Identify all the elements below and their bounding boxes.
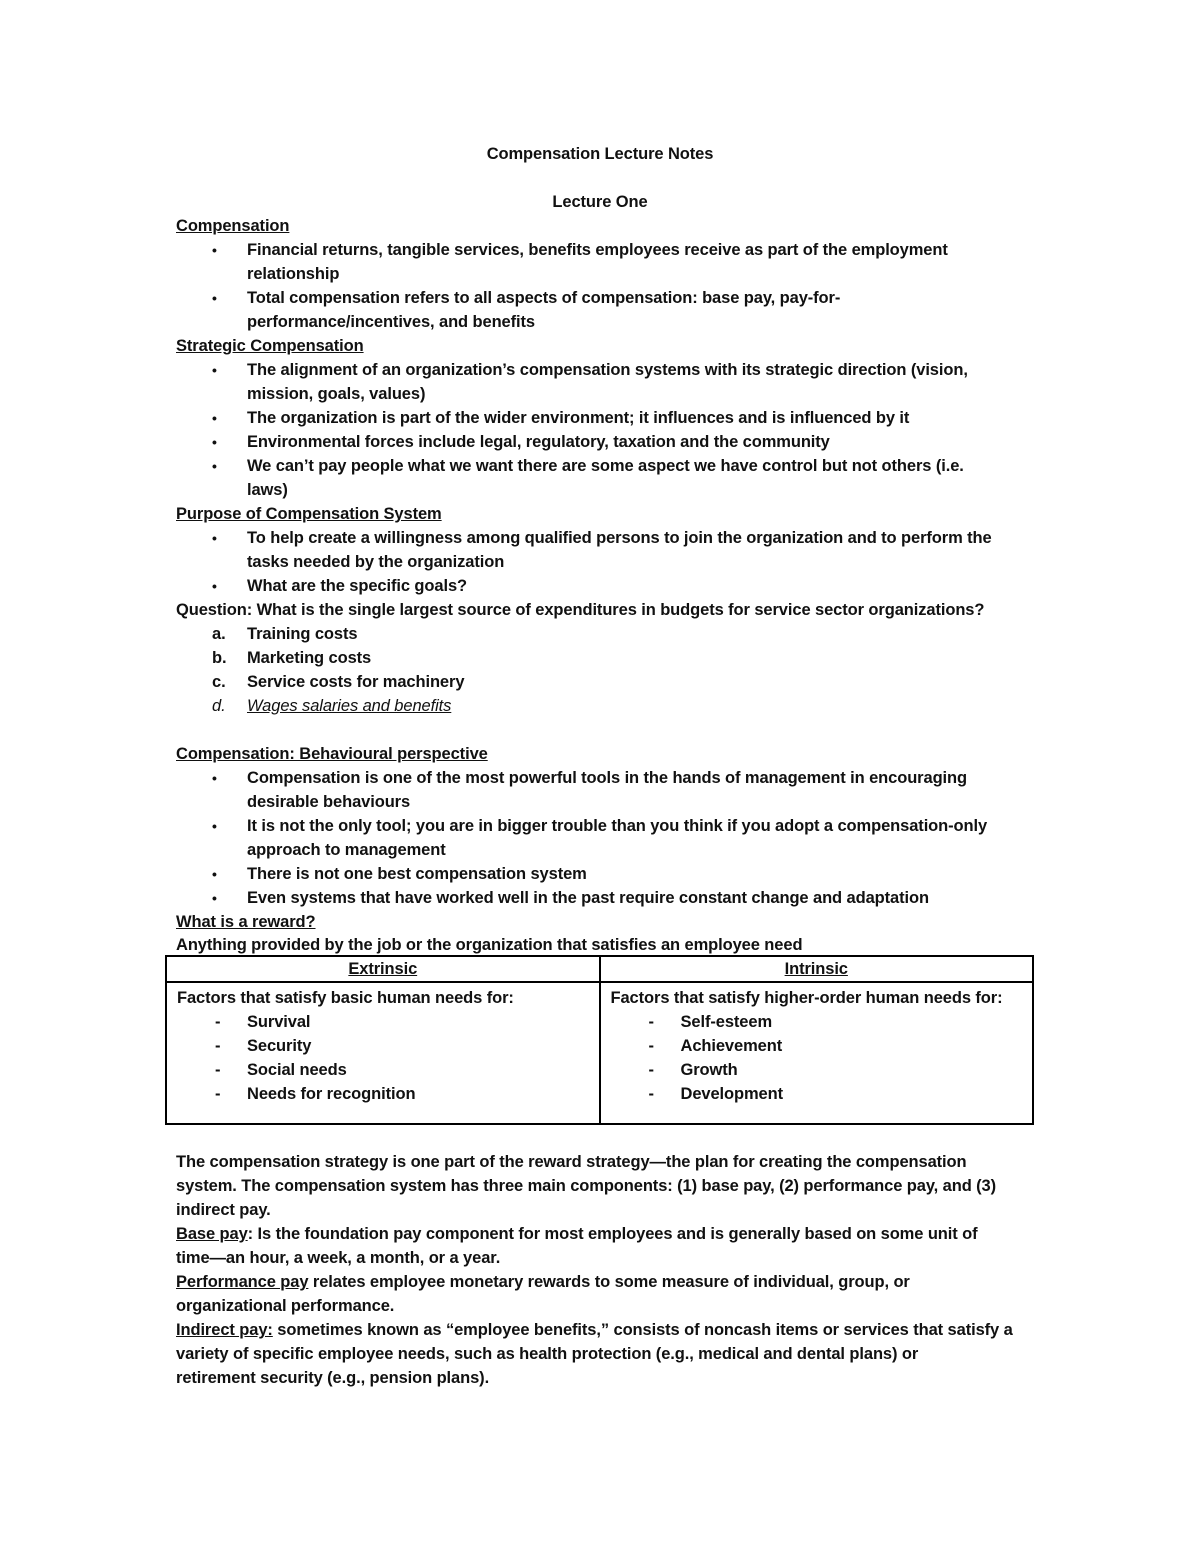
dash-marker: - (648, 1013, 654, 1031)
base-pay-definition (176, 1222, 978, 1246)
dash-marker: - (215, 1037, 221, 1055)
section-heading-strategic-compensation: Strategic Compensation (176, 337, 364, 355)
dash-marker: - (648, 1037, 654, 1055)
column-header-extrinsic: Extrinsic (166, 956, 600, 982)
list-item-label: Needs for recognition (247, 1085, 416, 1103)
list-item: It is not the only tool; you are in bigger trouble than you think if you adopt a compensation-only (247, 817, 988, 835)
strategy-paragraph-line: The compensation strategy is one part of the reward strategy—the plan for creating the compensation (176, 1153, 967, 1171)
list-item-label: Security (247, 1037, 312, 1055)
option-letter: a. (212, 625, 226, 643)
list-item: There is not one best compensation system (247, 865, 587, 883)
reward-table (165, 955, 1034, 1125)
bullet-icon: • (212, 890, 217, 906)
question-text: Question: What is the single largest source of expenditures in budgets for service sector organizations? (176, 601, 985, 619)
list-item: What are the specific goals? (247, 577, 468, 595)
list-item (611, 1058, 1023, 1082)
bullet-icon: • (212, 362, 217, 378)
answer-option: Training costs (247, 625, 358, 643)
list-item-continued: approach to management (247, 841, 446, 859)
indirect-pay-term: Indirect pay: (176, 1321, 273, 1339)
performance-pay-definition (176, 1270, 910, 1294)
section-heading-compensation: Compensation (176, 217, 290, 235)
list-item (177, 1010, 589, 1034)
answer-option: Service costs for machinery (247, 673, 465, 691)
list-item (611, 1010, 1023, 1034)
bullet-icon: • (212, 290, 217, 306)
bullet-icon: • (212, 530, 217, 546)
list-item-continued: desirable behaviours (247, 793, 411, 811)
option-letter: d. (212, 697, 226, 715)
section-heading-behavioural: Compensation: Behavioural perspective (176, 745, 488, 763)
list-item-label: Self-esteem (680, 1013, 773, 1031)
intrinsic-lead: Factors that satisfy higher-order human needs for: (610, 989, 1003, 1007)
list-item-continued: mission, goals, values) (247, 385, 426, 403)
dash-marker: - (648, 1085, 654, 1103)
list-item: We can’t pay people what we want there are some aspect we have control but not others (i.e. (247, 457, 964, 475)
list-item: The organization is part of the wider environment; it influences and is influenced by it (247, 409, 910, 427)
option-letter: c. (212, 673, 226, 691)
option-letter: b. (212, 649, 227, 667)
indirect-pay-text-continued: variety of specific employee needs, such as health protection (e.g., medical and dental plans) or (176, 1345, 919, 1363)
list-item: Total compensation refers to all aspects of compensation: base pay, pay-for- (247, 289, 841, 307)
list-item (611, 1034, 1023, 1058)
base-pay-text: : Is the foundation pay component for most employees and is generally based on some unit of (247, 1225, 978, 1243)
answer-option: Marketing costs (247, 649, 372, 667)
base-pay-text-continued: time—an hour, a week, a month, or a year. (176, 1249, 501, 1267)
list-item (177, 1058, 589, 1082)
list-item-label: Growth (680, 1061, 738, 1079)
dash-marker: - (215, 1085, 221, 1103)
strategy-paragraph-line: indirect pay. (176, 1201, 271, 1219)
bullet-icon: • (212, 410, 217, 426)
list-item: Even systems that have worked well in the past require constant change and adaptation (247, 889, 929, 907)
indirect-pay-definition (176, 1318, 1013, 1342)
document-title: Compensation Lecture Notes (486, 145, 714, 163)
bullet-icon: • (212, 866, 217, 882)
bullet-icon: • (212, 458, 217, 474)
list-item-label: Social needs (247, 1061, 347, 1079)
base-pay-term: Base pay (176, 1225, 248, 1243)
performance-pay-term: Performance pay (176, 1273, 309, 1291)
list-item (611, 1082, 1023, 1106)
list-item-label: Achievement (680, 1037, 783, 1055)
indirect-pay-text: sometimes known as “employee benefits,” consists of noncash items or services that satisfy a (272, 1321, 1013, 1339)
list-item-continued: performance/incentives, and benefits (247, 313, 535, 331)
column-header-intrinsic: Intrinsic (600, 956, 1034, 982)
list-item (177, 1034, 589, 1058)
strategy-paragraph-line: system. The compensation system has three main components: (1) base pay, (2) performance pay, and (3) (176, 1177, 997, 1195)
lecture-subtitle: Lecture One (552, 193, 648, 211)
performance-pay-text: relates employee monetary rewards to some measure of individual, group, or (308, 1273, 910, 1291)
extrinsic-cell (166, 982, 600, 1124)
performance-pay-text-continued: organizational performance. (176, 1297, 395, 1315)
list-item-label: Development (680, 1085, 784, 1103)
dash-marker: - (648, 1061, 654, 1079)
bullet-icon: • (212, 578, 217, 594)
reward-definition: Anything provided by the job or the organization that satisfies an employee need (176, 936, 803, 954)
list-item: Financial returns, tangible services, benefits employees receive as part of the employment (247, 241, 948, 259)
list-item-label: Survival (247, 1013, 311, 1031)
bullet-icon: • (212, 818, 217, 834)
list-item: Environmental forces include legal, regulatory, taxation and the community (247, 433, 830, 451)
bullet-icon: • (212, 242, 217, 258)
list-item: Compensation is one of the most powerful tools in the hands of management in encouraging (247, 769, 967, 787)
dash-marker: - (215, 1061, 221, 1079)
section-heading-reward: What is a reward? (176, 913, 316, 931)
extrinsic-lead: Factors that satisfy basic human needs for: (177, 989, 514, 1007)
bullet-icon: • (212, 434, 217, 450)
section-heading-purpose: Purpose of Compensation System (176, 505, 442, 523)
list-item-continued: tasks needed by the organization (247, 553, 505, 571)
list-item: The alignment of an organization’s compensation systems with its strategic direction (vision, (247, 361, 968, 379)
intrinsic-cell (600, 982, 1034, 1124)
list-item-continued: laws) (247, 481, 288, 499)
answer-option-correct: Wages salaries and benefits (247, 697, 452, 715)
bullet-icon: • (212, 770, 217, 786)
dash-marker: - (215, 1013, 221, 1031)
list-item (177, 1082, 589, 1106)
indirect-pay-text-continued: retirement security (e.g., pension plans). (176, 1369, 490, 1387)
list-item: To help create a willingness among qualified persons to join the organization and to perform the (247, 529, 992, 547)
list-item-continued: relationship (247, 265, 340, 283)
